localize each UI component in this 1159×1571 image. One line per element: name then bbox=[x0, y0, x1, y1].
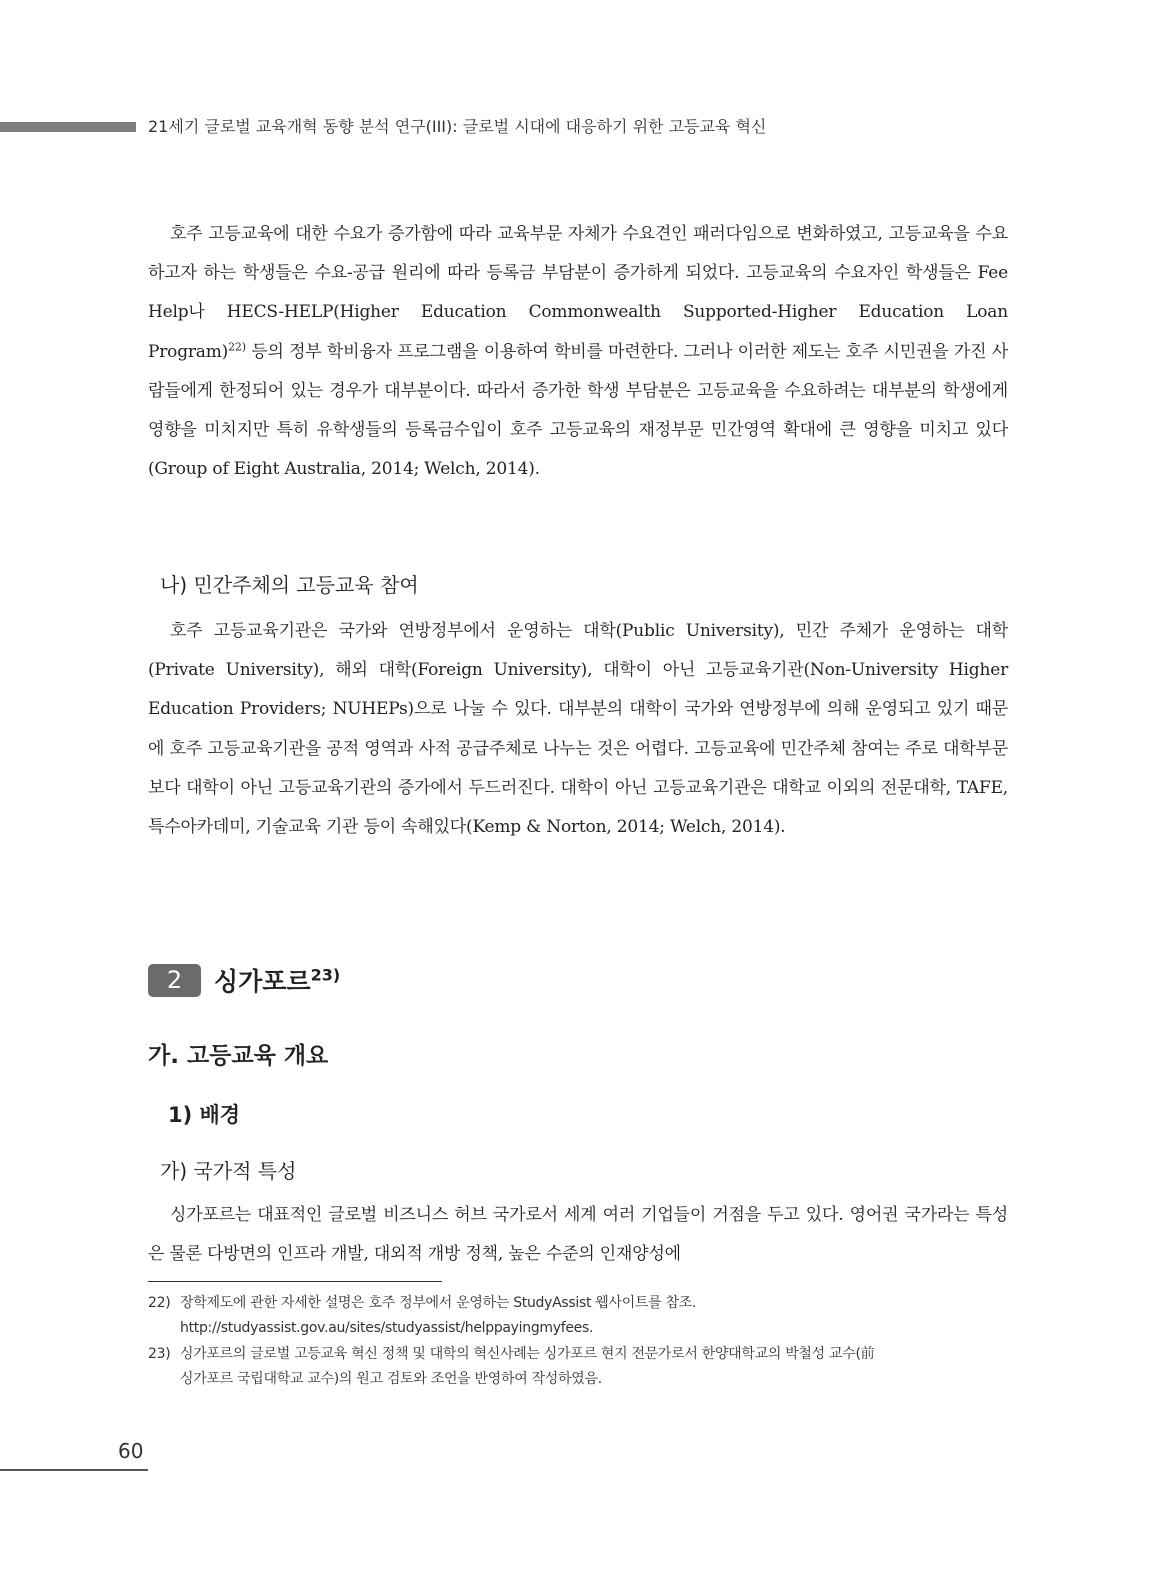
footnote-ref-23: 23) bbox=[310, 965, 341, 985]
footnote-23 bbox=[148, 1342, 1013, 1392]
page-number: 60 bbox=[118, 1439, 144, 1463]
heading-background: 1) 배경 bbox=[168, 1103, 241, 1127]
subheading-private-participation: 나) 민간주체의 고등교육 참여 bbox=[160, 573, 419, 597]
paragraph-demand bbox=[148, 215, 1008, 489]
footnote-number: 23) bbox=[148, 1346, 171, 1362]
footnote-text: 싱가포르의 글로벌 고등교육 혁신 정책 및 대학의 혁신사례는 싱가포르 현지 전문가로서 한양대학교의 박철성 교수(前 bbox=[180, 1346, 875, 1362]
footnote-22 bbox=[148, 1291, 1013, 1341]
paragraph-demand-text: 호주 고등교육에 대한 수요가 증가함에 따라 교육부문 자체가 수요견인 패러다임으로 변화하였고, 고등교육을 수요하고자 하는 학생들은 수요-공급 원리에 따라 등록금 부담분이 증가하게 되었다. 고등교육의 수요자인 학생들은 Fee Help나 HECS-HELP(Higher Education Commonwealth Supported-Higher Education Loan Program) bbox=[148, 224, 1008, 362]
running-header: 21세기 글로벌 교육개혁 동향 분석 연구(III): 글로벌 시대에 대응하기 위한 고등교육 혁신 bbox=[148, 117, 767, 136]
paragraph-institutions: 호주 고등교육기관은 국가와 연방정부에서 운영하는 대학(Public University), 민간 주체가 운영하는 대학(Private University), 해외 대학(Foreign University), 대학이 아닌 고등교육기관(Non-University Higher Education Providers; NUHEPs)으로 나눌 수 있다. 대부분의 대학이 국가와 연방정부에 의해 운영되고 있기 때문에 호주 고등교육기관을 공적 영역과 사적 공급주체로 나누는 것은 어렵다. 고등교육에 민간주체 참여는 주로 대학부문보다 대학이 아닌 고등교육기관의 증가에서 두드러진다. 대학이 아닌 고등교육기관은 대학교 이외의 전문대학, TAFE, 특수아카데미, 기술교육 기관 등이 속해있다(Kemp & Norton, 2014; Welch, 2014). bbox=[148, 621, 1008, 838]
footnote-text: 장학제도에 관한 자세한 설명은 호주 정부에서 운영하는 StudyAssist 웹사이트를 참조. bbox=[180, 1295, 697, 1311]
paragraph-demand-text-cont: 등의 정부 학비융자 프로그램을 이용하여 학비를 마련한다. 그러나 이러한 제도는 호주 시민권을 가진 사람들에게 한정되어 있는 경우가 대부분이다. 따라서 증가한 학생 부담분은 고등교육을 수요하려는 대부분의 학생에게 영향을 미치지만 특히 유학생들의 등록금수입이 호주 고등교육의 재정부문 민간영역 확대에 큰 영향을 미치고 있다(Group of Eight Australia, 2014; Welch, 2014). bbox=[148, 341, 1008, 480]
footnote-number: 22) bbox=[148, 1295, 171, 1311]
subheading-national-characteristics: 가) 국가적 특성 bbox=[160, 1159, 297, 1183]
section-title-text: 싱가포르 bbox=[214, 967, 311, 996]
footnote-text-cont: 싱가포르 국립대학교 교수)의 원고 검토와 조언을 반영하여 작성하였음. bbox=[180, 1371, 602, 1387]
footnote-url-link[interactable]: http://studyassist.gov.au/sites/studyassist/helppayingmyfees. bbox=[180, 1320, 594, 1336]
heading-higher-education-overview: 가. 고등교육 개요 bbox=[148, 1043, 329, 1069]
footnote-divider bbox=[148, 1281, 442, 1282]
paragraph-singapore: 싱가포르는 대표적인 글로벌 비즈니스 허브 국가로서 세계 여러 기업들이 거점을 두고 있다. 영어권 국가라는 특성은 물론 다방면의 인프라 개발, 대외적 개방 정책, 높은 수준의 인재양성에 bbox=[148, 1205, 1008, 1265]
page-number-rule bbox=[0, 1469, 148, 1471]
section-title bbox=[214, 962, 340, 998]
header-bar bbox=[0, 122, 136, 132]
section-number-badge: 2 bbox=[148, 964, 201, 997]
footnote-ref-22: 22) bbox=[228, 339, 246, 353]
